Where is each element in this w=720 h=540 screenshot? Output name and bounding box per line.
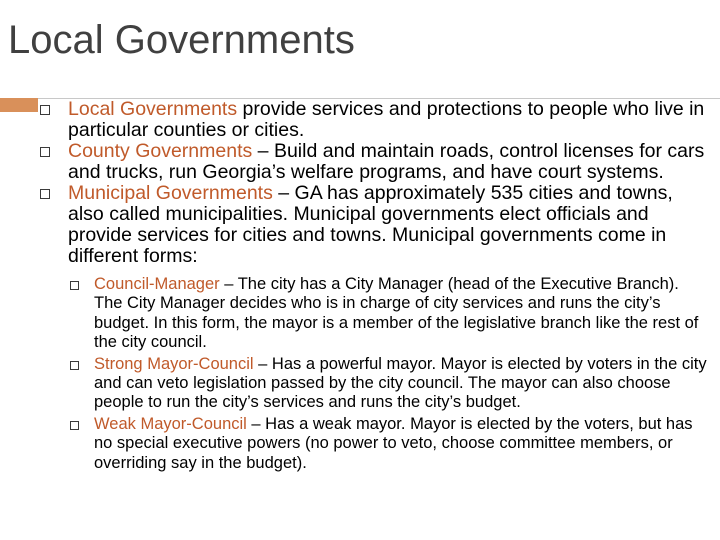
checkbox-bullet-icon bbox=[70, 281, 79, 290]
sub-bullet-text: – Has a powerful mayor. Mayor is elected by voters in the city and can veto legislation passed by the city council. The mayor can also choose people to run the city’s services and runs the city’s budget. bbox=[94, 354, 707, 412]
accent-bar bbox=[0, 98, 38, 112]
sub-bullet-list bbox=[38, 275, 708, 473]
checkbox-bullet-icon bbox=[40, 189, 50, 199]
slide-content bbox=[38, 99, 708, 473]
sub-bullet-term: Council-Manager bbox=[94, 275, 220, 293]
bullet-text: – Build and maintain roads, control licenses for cars and trucks, run Georgia’s welfare programs, and have court systems. bbox=[68, 140, 705, 183]
sub-bullet-term: Strong Mayor-Council bbox=[94, 354, 254, 373]
checkbox-bullet-icon bbox=[40, 147, 50, 157]
sub-bullet-text: – The city has a City Manager (head of the Executive Branch). The City Manager decides who is in charge of city services and runs the city’s budget. In this form, the mayor is a member of the legislative branch like the rest of the city council. bbox=[94, 275, 699, 352]
bullet-term: Local Governments bbox=[68, 98, 238, 120]
bullet-county-governments bbox=[38, 141, 708, 183]
sub-bullet-council-manager bbox=[68, 275, 708, 353]
bullet-term: County Governments bbox=[68, 140, 253, 162]
bullet-text: – GA has approximately 535 cities and towns, also called municipalities. Municipal governments elect officials and provide services for cities and towns. Municipal governments come in different forms: bbox=[68, 182, 673, 267]
bullet-text: provide services and protections to people who live in particular counties or cities. bbox=[68, 98, 705, 141]
checkbox-bullet-icon bbox=[70, 361, 79, 370]
sub-bullet-strong-mayor-council bbox=[68, 355, 708, 413]
sub-bullet-weak-mayor-council bbox=[68, 415, 708, 473]
bullet-term: Municipal Governments bbox=[68, 182, 273, 204]
sub-bullet-text: – Has a weak mayor. Mayor is elected by the voters, but has no special executive powers (no power to veto, choose committee members, or overriding say in the budget). bbox=[94, 414, 693, 472]
bullet-municipal-governments bbox=[38, 183, 708, 267]
sub-bullet-term: Weak Mayor-Council bbox=[94, 414, 247, 433]
checkbox-bullet-icon bbox=[70, 421, 79, 430]
checkbox-bullet-icon bbox=[40, 105, 50, 115]
bullet-local-governments bbox=[38, 99, 708, 141]
bullet-list bbox=[38, 99, 708, 267]
slide-title: Local Governments bbox=[8, 18, 355, 62]
